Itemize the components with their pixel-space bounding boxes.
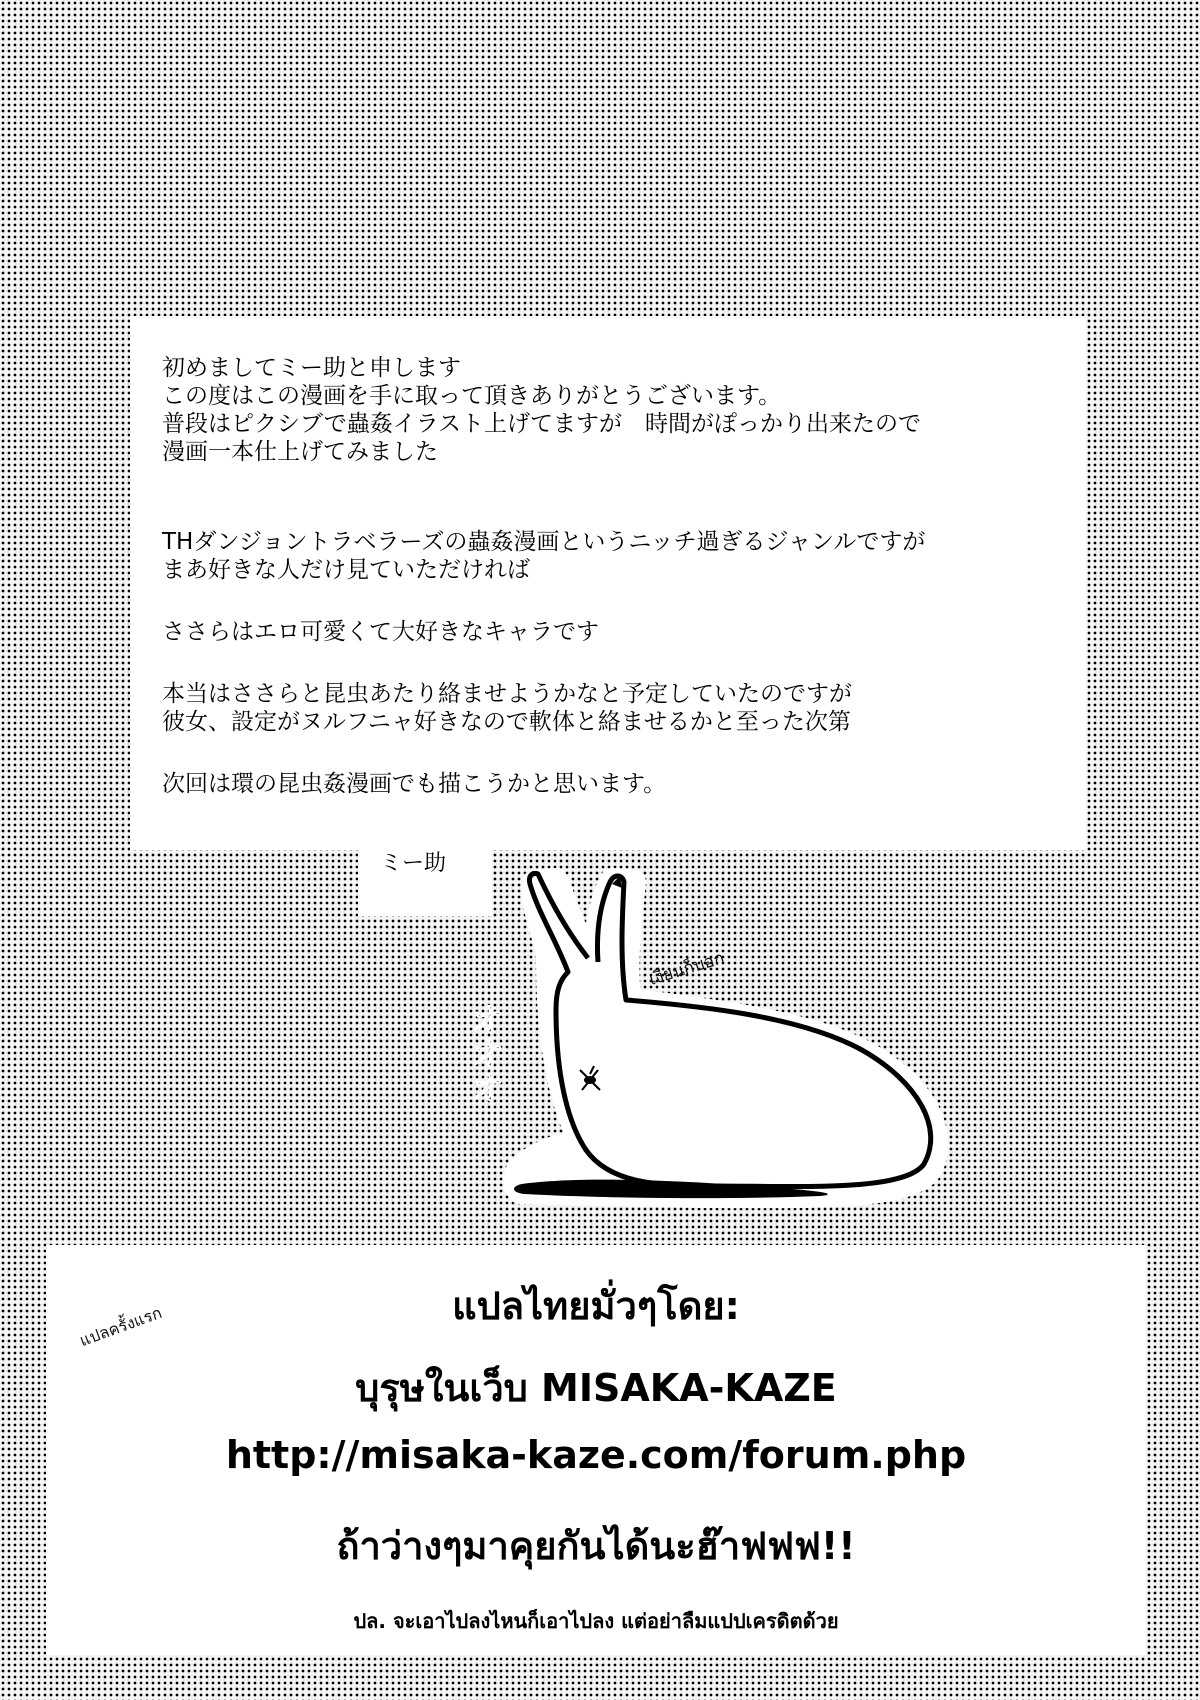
slug-halo: [515, 880, 936, 1196]
note-line-1: 初めましてミー助と申します: [162, 355, 461, 381]
note-line-2: この度はこの漫画を手に取って頂きありがとうございます。: [162, 383, 782, 409]
slug-caption: เงียนก็บอก: [646, 948, 727, 990]
first-translation-note: แปลครั้งแรก: [77, 1302, 165, 1351]
note-line-8: 本当はささらと昆虫あたり絡ませようかなと予定していたのですが: [162, 681, 852, 707]
author-signature: ミー助: [380, 851, 447, 876]
translator-credits-box: [46, 1245, 1146, 1655]
note-line-7: ささらはエロ可愛くて大好きなキャラです: [162, 619, 599, 645]
credit-line-site: บุรุษในเว็บ MISAKA-KAZE: [355, 1366, 837, 1410]
note-line-6: まあ好きな人だけ見ていただければ: [162, 557, 530, 583]
credit-line-invite: ถ้าว่างๆมาคุยกันได้นะฮ๊าฟฟฟ!!: [336, 1524, 856, 1568]
sound-effect-text: オオオ: [464, 1002, 504, 1104]
note-line-5: THダンジョントラベラーズの蟲姦漫画というニッチ過ぎるジャンルですが: [162, 529, 926, 555]
note-line-9: 彼女、設定がヌルフニャ好きなので軟体と絡ませるかと至った次第: [162, 709, 851, 735]
credit-line-ps: ปล. จะเอาไปลงไหนก็เอาไปลง แต่อย่าลืมแปปเครดิตด้วย: [353, 1609, 839, 1633]
credit-line-url[interactable]: http://misaka-kaze.com/forum.php: [225, 1433, 967, 1477]
credit-line-translator: แปลไทยมั่วๆโดย:: [452, 1284, 740, 1328]
note-line-10: 次回は環の昆虫姦漫画でも描こうかと思います。: [162, 771, 667, 797]
note-line-4: 漫画一本仕上げてみました: [162, 439, 438, 465]
note-line-3: 普段はピクシブで蟲姦イラスト上げてますが 時間がぽっかり出来たので: [162, 411, 921, 437]
